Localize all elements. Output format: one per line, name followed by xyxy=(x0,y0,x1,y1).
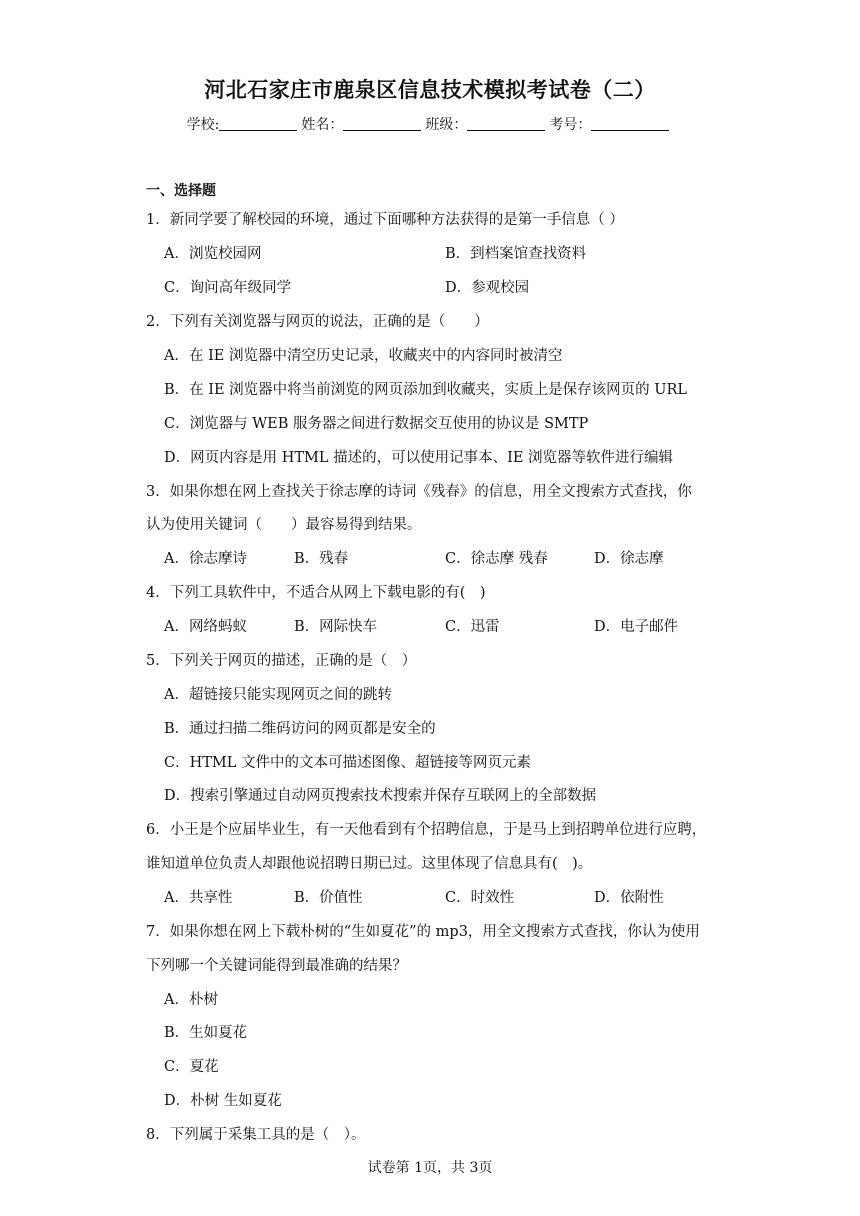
question-6-stem-line-1: 6．小王是个应届毕业生，有一天他看到有个招聘信息，于是马上到招聘单位进行应聘， xyxy=(146,822,707,838)
question-6-option-a: A．共享性 xyxy=(164,890,233,906)
question-1-option-a: A．浏览校园网 xyxy=(164,246,262,262)
question-5-option-a: A．超链接只能实现网页之间的跳转 xyxy=(164,687,392,703)
page-footer: 试卷第 1页，共 3页 xyxy=(367,1160,493,1176)
question-8-stem: 8．下列属于采集工具的是（ ）。 xyxy=(146,1127,366,1143)
section-heading: 一、选择题 xyxy=(146,183,216,199)
question-1-option-d: D．参观校园 xyxy=(445,280,530,296)
question-6-option-c: C．时效性 xyxy=(445,890,515,906)
question-7-option-a: A．朴树 xyxy=(164,992,218,1008)
question-2-option-b: B．在 IE 浏览器中将当前浏览的网页添加到收藏夹，实质上是保存该网页的 URL xyxy=(164,382,688,398)
question-2-stem: 2．下列有关浏览器与网页的说法，正确的是（ ） xyxy=(146,314,489,330)
question-7-option-c: C．夏花 xyxy=(164,1059,219,1075)
question-7-stem-line-2: 下列哪一个关键词能得到最准确的结果？ xyxy=(146,958,407,974)
question-3-option-a: A．徐志摩诗 xyxy=(164,551,247,567)
number-label: 考号： xyxy=(549,117,592,133)
question-4-option-c: C．迅雷 xyxy=(445,619,500,635)
question-3-stem-line-2: 认为使用关键词（ ）最容易得到结果。 xyxy=(146,517,422,533)
question-5-option-c: C．HTML 文件中的文本可描述图像、超链接等网页元素 xyxy=(164,755,531,771)
question-1-option-c: C．询问高年级同学 xyxy=(164,280,292,296)
question-4-option-d: D．电子邮件 xyxy=(594,619,679,635)
question-3-option-d: D．徐志摩 xyxy=(594,551,664,567)
question-5-option-b: B．通过扫描二维码访问的网页都是安全的 xyxy=(164,721,436,737)
school-label: 学校: xyxy=(186,117,220,133)
question-2-option-a: A．在 IE 浏览器中清空历史记录，收藏夹中的内容同时被清空 xyxy=(164,348,563,364)
number-blank xyxy=(591,116,669,131)
class-label: 班级： xyxy=(425,117,468,133)
question-3-option-c: C．徐志摩 残春 xyxy=(445,551,548,567)
class-blank xyxy=(467,116,545,131)
question-2-option-c: C．浏览器与 WEB 服务器之间进行数据交互使用的协议是 SMTP xyxy=(164,416,589,432)
question-6-option-d: D．依附性 xyxy=(594,890,664,906)
question-7-stem-line-1: 7．如果你想在网上下载朴树的“生如夏花”的 mp3，用全文搜索方式查找，你认为使用 xyxy=(146,924,700,940)
question-6-option-b: B．价值性 xyxy=(294,890,363,906)
question-6-stem-line-2: 谁知道单位负责人却跟他说招聘日期已过。这里体现了信息具有( )。 xyxy=(146,856,593,872)
question-5-option-d: D．搜索引擎通过自动网页搜索技术搜索并保存互联网上的全部数据 xyxy=(164,788,597,804)
question-2-option-d: D．网页内容是用 HTML 描述的，可以使用记事本、IE 浏览器等软件进行编辑 xyxy=(164,450,674,466)
question-4-option-b: B．网际快车 xyxy=(294,619,378,635)
name-blank xyxy=(343,116,421,131)
question-4-option-a: A．网络蚂蚁 xyxy=(164,619,247,635)
question-1-option-b: B．到档案馆查找资料 xyxy=(445,246,587,262)
question-3-option-b: B．残春 xyxy=(294,551,349,567)
question-7-option-b: B．生如夏花 xyxy=(164,1025,248,1041)
question-1-stem: 1．新同学要了解校园的环境，通过下面哪种方法获得的是第一手信息（ ） xyxy=(146,212,624,228)
name-label: 姓名： xyxy=(301,117,344,133)
question-4-stem: 4．下列工具软件中，不适合从网上下载电影的有( ) xyxy=(146,585,486,601)
school-blank xyxy=(219,116,297,131)
question-5-stem: 5．下列关于网页的描述，正确的是（ ） xyxy=(146,653,417,669)
student-info-line xyxy=(0,114,860,134)
page-title: 河北石家庄市鹿泉区信息技术模拟考试卷（二） xyxy=(204,78,656,102)
question-3-stem-line-1: 3．如果你想在网上查找关于徐志摩的诗词《残春》的信息，用全文搜索方式查找，你 xyxy=(146,484,692,500)
question-7-option-d: D．朴树 生如夏花 xyxy=(164,1093,282,1109)
